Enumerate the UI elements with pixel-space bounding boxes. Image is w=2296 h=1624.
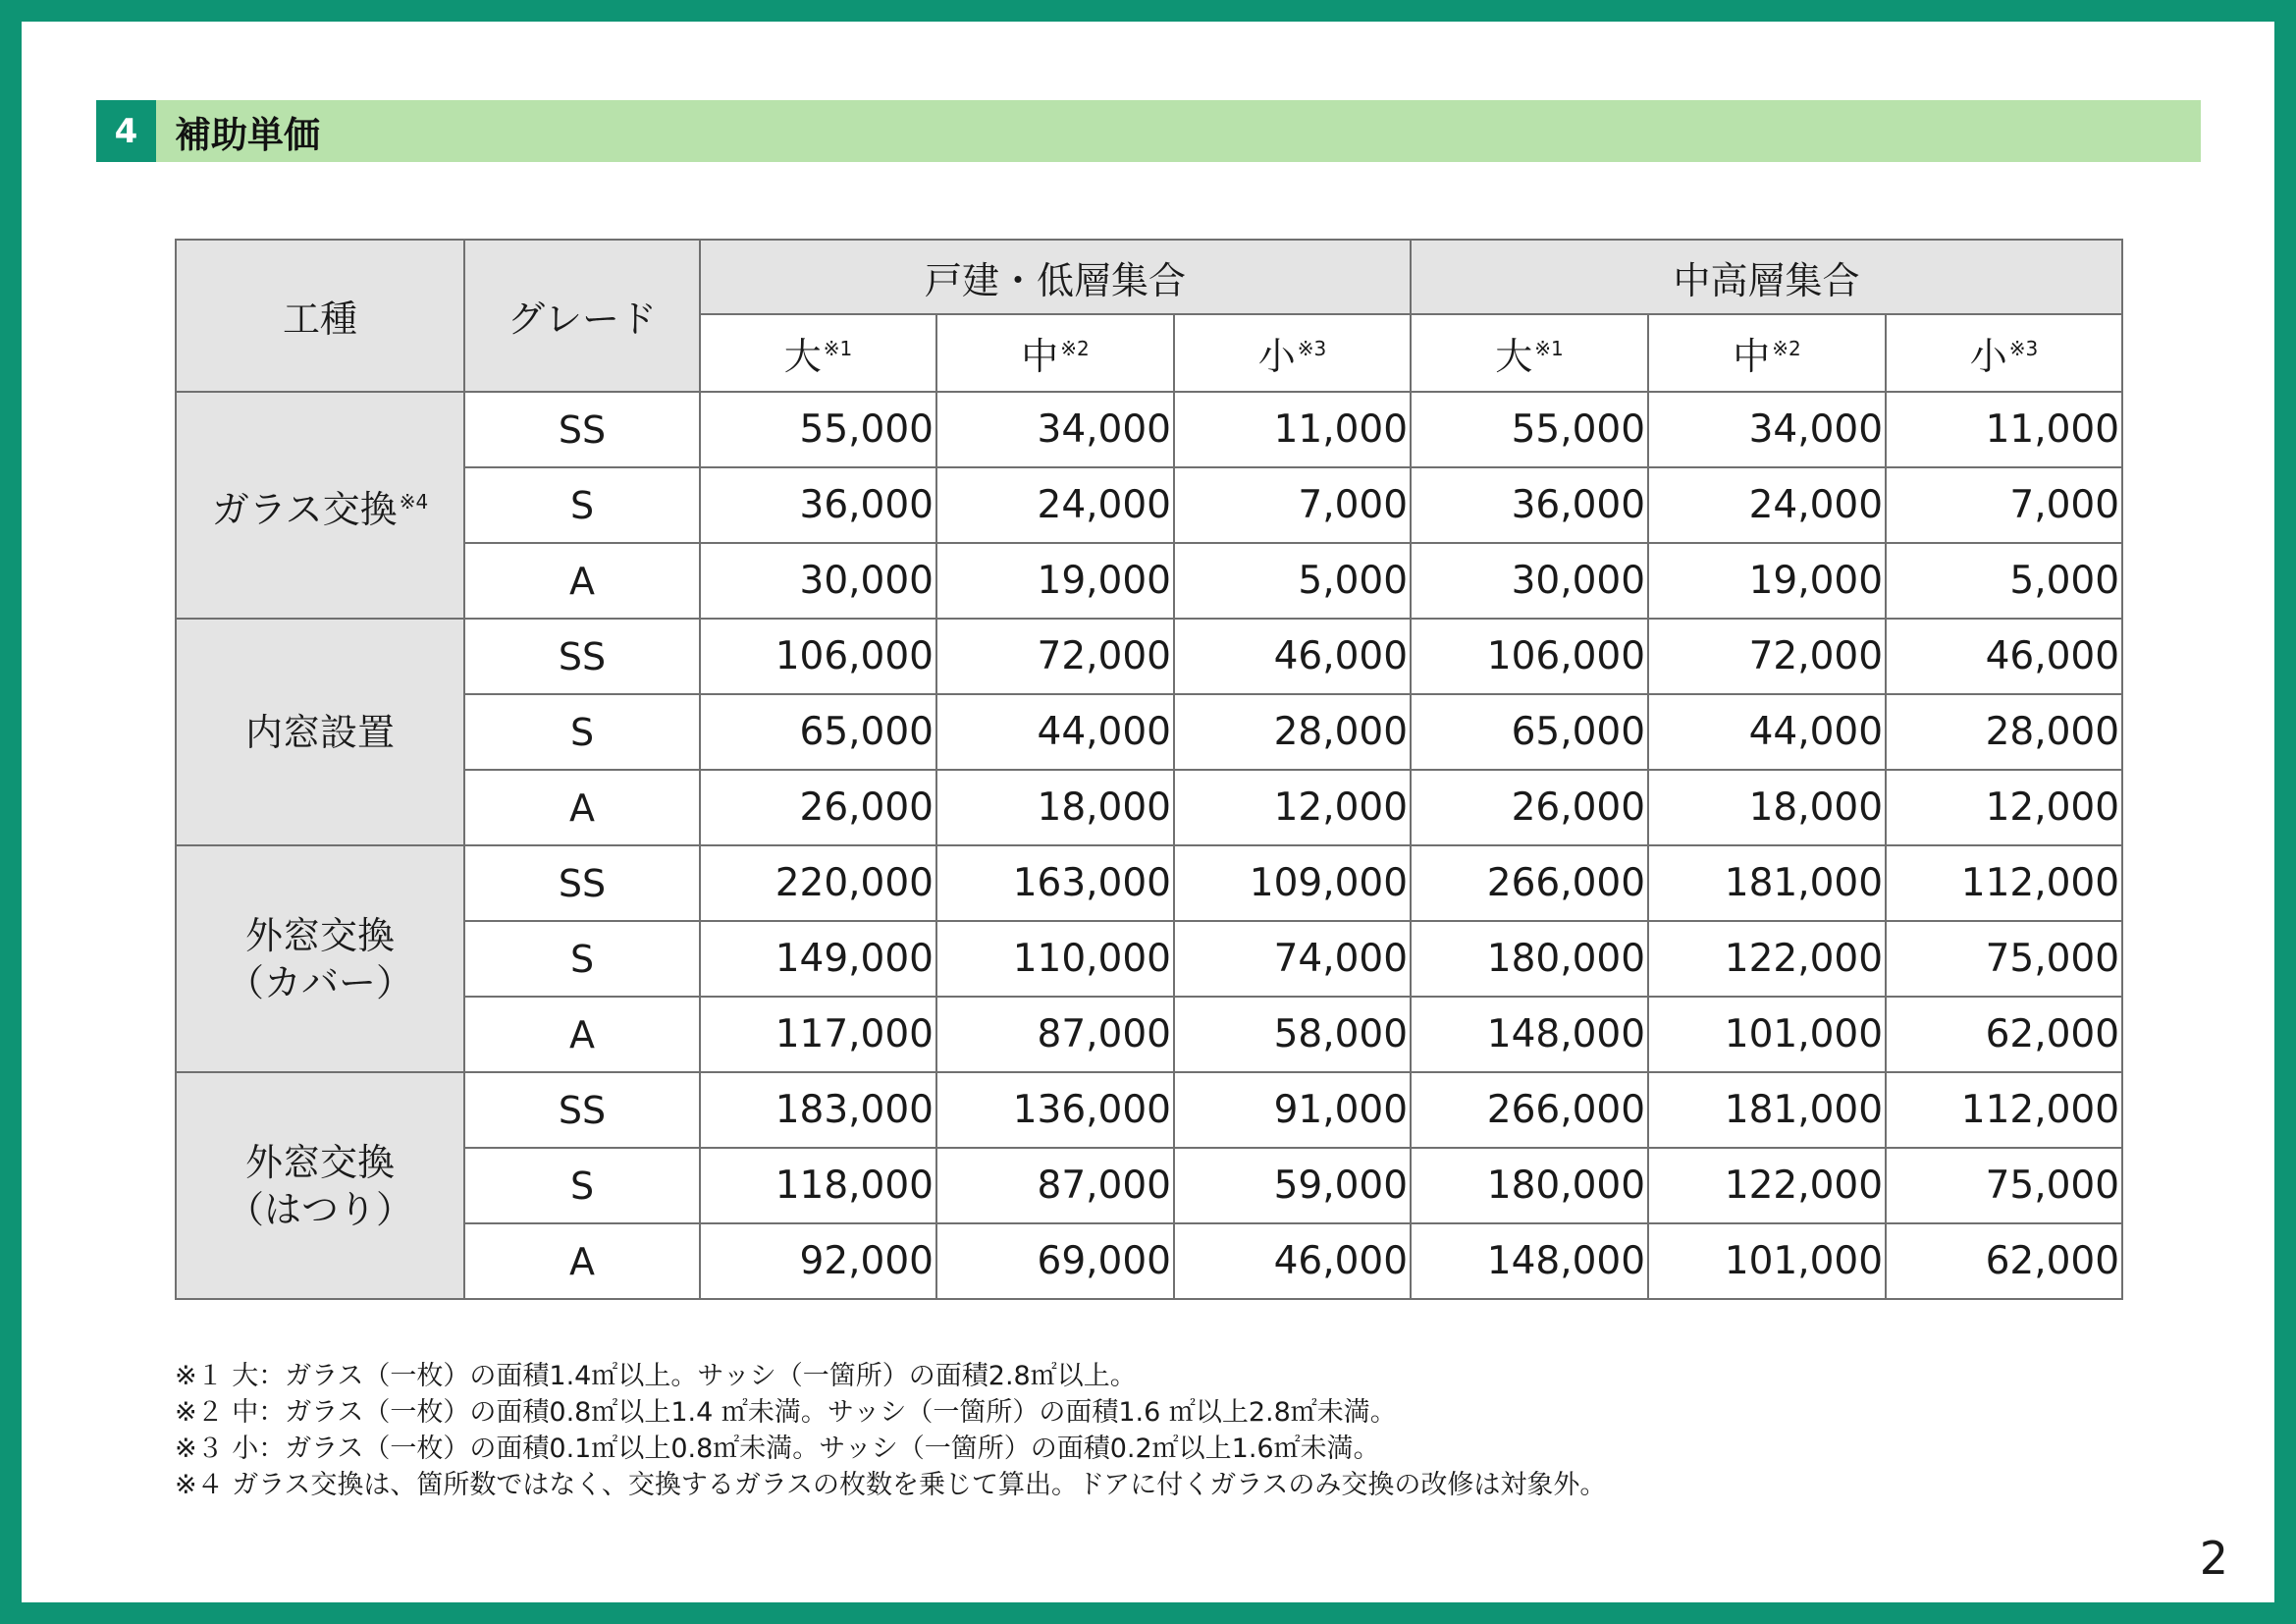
header-group-detached-lowrise: 戸建・低層集合 [700,240,1411,314]
price-cell: 7,000 [1886,467,2122,543]
header-size-right-0 [1411,314,1648,392]
price-cell: 46,000 [1174,1223,1411,1299]
work-type-name-text: ガラス交換 [211,487,398,531]
price-cell: 46,000 [1174,619,1411,694]
price-cell: 106,000 [700,619,936,694]
table-row [176,1148,2122,1223]
header-size-left-2 [1174,314,1411,392]
price-cell: 28,000 [1174,694,1411,770]
price-cell: 117,000 [700,997,936,1072]
price-cell: 11,000 [1174,392,1411,467]
work-type-name-text: 外窓交換 [244,913,395,957]
price-cell: 118,000 [700,1148,936,1223]
price-cell: 24,000 [1648,467,1886,543]
table-row [176,1072,2122,1148]
footnote-line: ※２ 中：ガラス（一枚）の面積0.8㎡以上1.4 ㎡未満。サッシ（一箇所）の面積1.6 ㎡以上2.8㎡未満。 [175,1397,1397,1428]
price-cell: 122,000 [1648,1148,1886,1223]
footnotes [175,1358,1606,1503]
table-row [176,845,2122,921]
grade-cell: SS [464,1072,700,1148]
size-label: 小 [1257,335,1296,378]
size-label: 小 [1969,335,2007,378]
price-cell: 55,000 [700,392,936,467]
price-cell: 91,000 [1174,1072,1411,1148]
price-cell: 44,000 [936,694,1174,770]
table-row [176,543,2122,619]
price-cell: 112,000 [1886,1072,2122,1148]
work-type-name [177,912,463,959]
footnote-line: ※４ ガラス交換は、箇所数ではなく、交換するガラスの枚数を乗じて算出。ドアに付くガラスのみ交換の改修は対象外。 [175,1470,1607,1500]
price-cell: 183,000 [700,1072,936,1148]
size-note-mark: ※1 [823,337,853,360]
price-cell: 112,000 [1886,845,2122,921]
price-cell: 36,000 [1411,467,1648,543]
work-type-name [177,1139,463,1186]
size-label: 中 [1733,335,1771,378]
price-cell: 46,000 [1886,619,2122,694]
price-cell: 266,000 [1411,1072,1648,1148]
price-cell: 62,000 [1886,997,2122,1072]
table-row [176,694,2122,770]
price-cell: 72,000 [936,619,1174,694]
work-type-name [177,478,463,533]
work-type-name-text: （はつり） [226,1187,413,1231]
price-cell: 5,000 [1174,543,1411,619]
section-title: 補助単価 [175,113,320,156]
price-cell: 163,000 [936,845,1174,921]
price-cell: 24,000 [936,467,1174,543]
grade-cell: A [464,770,700,845]
price-cell: 148,000 [1411,997,1648,1072]
price-cell: 75,000 [1886,1148,2122,1223]
price-cell: 7,000 [1174,467,1411,543]
price-cell: 110,000 [936,921,1174,997]
size-label: 大 [1495,335,1533,378]
size-note-mark: ※3 [1297,337,1327,360]
grade-cell: A [464,543,700,619]
price-cell: 18,000 [1648,770,1886,845]
price-cell: 149,000 [700,921,936,997]
work-type-name-text: 外窓交換 [244,1140,395,1184]
price-cell: 266,000 [1411,845,1648,921]
price-cell: 12,000 [1174,770,1411,845]
page-number: 2 [2199,1532,2228,1585]
work-type-name [177,959,463,1006]
size-note-mark: ※2 [1772,337,1801,360]
header-size-left-0 [700,314,936,392]
price-cell: 101,000 [1648,1223,1886,1299]
price-cell: 74,000 [1174,921,1411,997]
price-cell: 18,000 [936,770,1174,845]
price-cell: 12,000 [1886,770,2122,845]
grade-cell: A [464,1223,700,1299]
price-cell: 55,000 [1411,392,1648,467]
price-cell: 34,000 [1648,392,1886,467]
section-header [96,100,2201,162]
size-label: 中 [1021,335,1059,378]
footnote-line: ※３ 小：ガラス（一枚）の面積0.1㎡以上0.8㎡未満。サッシ（一箇所）の面積0.2㎡以上1.6㎡未満。 [175,1434,1380,1464]
price-cell: 122,000 [1648,921,1886,997]
price-cell: 30,000 [1411,543,1648,619]
price-cell: 26,000 [1411,770,1648,845]
price-cell: 65,000 [700,694,936,770]
price-cell: 65,000 [1411,694,1648,770]
table-row [176,467,2122,543]
price-cell: 109,000 [1174,845,1411,921]
price-cell: 181,000 [1648,845,1886,921]
work-type-cell [176,1072,464,1299]
table-row [176,997,2122,1072]
price-cell: 181,000 [1648,1072,1886,1148]
price-cell: 5,000 [1886,543,2122,619]
price-cell: 101,000 [1648,997,1886,1072]
size-note-mark: ※3 [2008,337,2039,360]
header-size-right-2 [1886,314,2122,392]
price-cell: 28,000 [1886,694,2122,770]
price-cell: 180,000 [1411,921,1648,997]
price-cell: 220,000 [700,845,936,921]
work-type-name-text: 内窓設置 [244,710,395,754]
price-cell: 19,000 [936,543,1174,619]
work-type-cell [176,392,464,619]
work-type-cell [176,845,464,1072]
price-cell: 106,000 [1411,619,1648,694]
grade-cell: SS [464,845,700,921]
price-cell: 148,000 [1411,1223,1648,1299]
section-number: 4 [96,100,156,162]
price-cell: 72,000 [1648,619,1886,694]
price-cell: 44,000 [1648,694,1886,770]
grade-cell: SS [464,392,700,467]
price-cell: 58,000 [1174,997,1411,1072]
work-type-name-text: （カバー） [226,960,413,1004]
price-cell: 92,000 [700,1223,936,1299]
price-cell: 136,000 [936,1072,1174,1148]
table-row [176,770,2122,845]
grade-cell: A [464,997,700,1072]
table-row [176,392,2122,467]
table-row [176,921,2122,997]
price-cell: 69,000 [936,1223,1174,1299]
price-cell: 36,000 [700,467,936,543]
header-size-right-1 [1648,314,1886,392]
work-type-name [177,709,463,756]
header-group-midhighrise: 中高層集合 [1411,240,2122,314]
grade-cell: S [464,694,700,770]
size-note-mark: ※1 [1534,337,1564,360]
grade-cell: S [464,1148,700,1223]
header-work-type: 工種 [176,240,464,392]
table-row [176,619,2122,694]
price-cell: 87,000 [936,997,1174,1072]
size-note-mark: ※2 [1060,337,1090,360]
price-cell: 62,000 [1886,1223,2122,1299]
price-cell: 87,000 [936,1148,1174,1223]
table-row [176,1223,2122,1299]
price-cell: 30,000 [700,543,936,619]
grade-cell: SS [464,619,700,694]
grade-cell: S [464,921,700,997]
footnote-line: ※１ 大：ガラス（一枚）の面積1.4㎡以上。サッシ（一箇所）の面積2.8㎡以上。 [175,1361,1137,1391]
price-cell: 11,000 [1886,392,2122,467]
header-size-left-1 [936,314,1174,392]
subsidy-price-table [175,239,2123,1300]
price-cell: 34,000 [936,392,1174,467]
price-cell: 26,000 [700,770,936,845]
size-label: 大 [783,335,822,378]
price-cell: 59,000 [1174,1148,1411,1223]
work-type-cell [176,619,464,845]
grade-cell: S [464,467,700,543]
price-cell: 19,000 [1648,543,1886,619]
work-type-note-mark: ※4 [399,489,429,514]
price-cell: 75,000 [1886,921,2122,997]
header-grade: グレード [464,240,700,392]
price-cell: 180,000 [1411,1148,1648,1223]
work-type-name [177,1186,463,1233]
